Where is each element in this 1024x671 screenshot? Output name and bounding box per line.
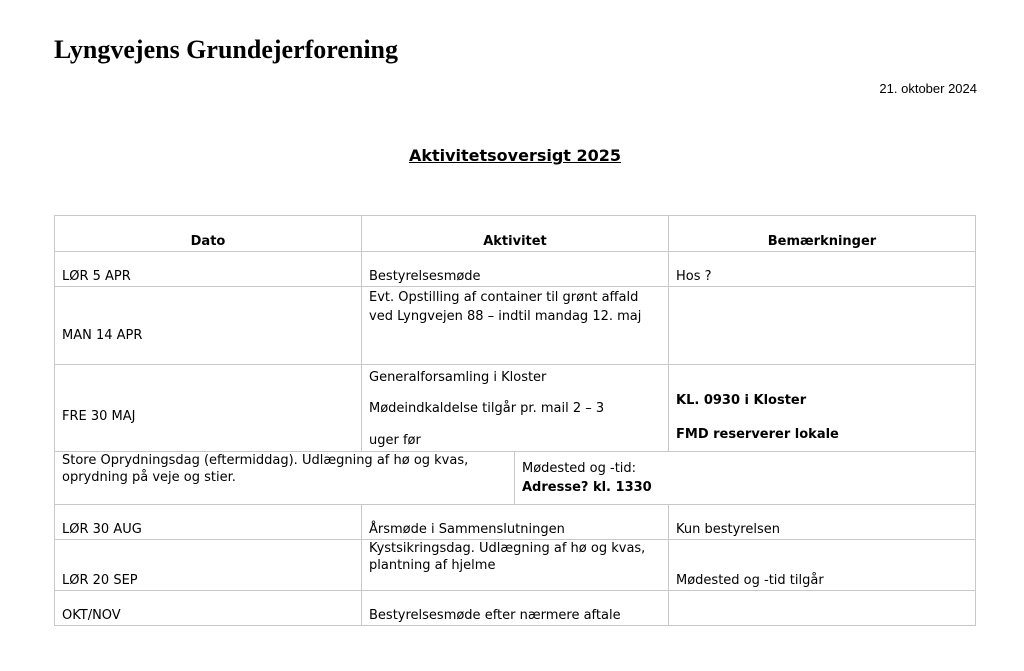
column-header-remarks	[669, 216, 975, 252]
meeting-value: Adresse? kl. 1330	[522, 480, 652, 495]
row-date-text: OKT/NOV	[62, 608, 121, 623]
table-row-1-remarks	[669, 252, 975, 287]
column-header-activity-label: Aktivitet	[483, 234, 547, 249]
table-row-2-remarks	[669, 287, 975, 365]
row-date-text: LØR 5 APR	[62, 269, 131, 284]
row-remarks-text: Kun bestyrelsen	[676, 522, 780, 537]
row-activity-text: Kystsikringsdag. Udlægning af hø og kvas, plantning af hjelme	[369, 541, 646, 573]
table-row-3-activity	[362, 365, 669, 452]
table-row-6-remarks	[669, 540, 975, 591]
table-row-5-remarks	[669, 505, 975, 540]
table-row-2-activity	[362, 287, 669, 365]
row-activity-text: Bestyrelsesmøde	[369, 269, 481, 284]
column-header-date-label: Dato	[190, 234, 226, 249]
document-heading: Aktivitetsoversigt 2025	[408, 146, 622, 165]
row-remarks-text: Hos ?	[676, 269, 712, 284]
table-row-5-activity	[362, 505, 669, 540]
table-row-7-activity	[362, 591, 669, 625]
row-activity-text: Årsmøde i Sammenslutningen	[369, 522, 565, 537]
row-remarks-text: Mødested og -tid tilgår	[676, 573, 824, 588]
table-row-4-meeting	[515, 452, 975, 505]
column-header-remarks-label: Bemærkninger	[767, 234, 877, 249]
table-row-7-remarks	[669, 591, 975, 625]
row-date-text: LØR 30 AUG	[62, 522, 142, 537]
row-activity-line: Mødeindkaldelse tilgår pr. mail 2 – 3	[369, 401, 605, 416]
row-activity-text: Bestyrelsesmøde efter nærmere aftale	[369, 608, 621, 623]
document-date: 21. oktober 2024	[879, 81, 977, 96]
table-row-1-activity	[362, 252, 669, 287]
row-date-text: FRE 30 MAJ	[62, 409, 136, 424]
table-row-3-date	[55, 365, 362, 452]
column-header-date	[55, 216, 362, 252]
row-date-text: MAN 14 APR	[62, 328, 143, 343]
table-row-6-date	[55, 540, 362, 591]
meeting-label: Mødested og -tid:	[522, 461, 637, 476]
row-activity-line: Generalforsamling i Kloster	[369, 370, 547, 385]
organization-title: Lyngvejens Grundejerforening	[54, 35, 399, 64]
row-activity-line: uger før	[369, 433, 421, 448]
activity-table	[54, 215, 976, 626]
row-merged-text: Store Oprydningsdag (eftermiddag). Udlægning af hø og kvas, oprydning på veje og stier.	[62, 453, 469, 485]
row-remarks-line: KL. 0930 i Kloster	[676, 393, 807, 408]
row-activity-text: Evt. Opstilling af container til grønt affald ved Lyngvejen 88 – indtil mandag 12. maj	[369, 290, 642, 324]
table-row-7-date	[55, 591, 362, 625]
row-date-text: LØR 20 SEP	[62, 573, 138, 588]
table-row-4-merged-description	[55, 452, 515, 505]
table-row-3-remarks	[669, 365, 975, 452]
column-header-activity	[362, 216, 669, 252]
row-remarks-line: FMD reserverer lokale	[676, 427, 839, 442]
table-row-2-date	[55, 287, 362, 365]
table-row-5-date	[55, 505, 362, 540]
table-row-1-date	[55, 252, 362, 287]
table-row-6-activity	[362, 540, 669, 591]
